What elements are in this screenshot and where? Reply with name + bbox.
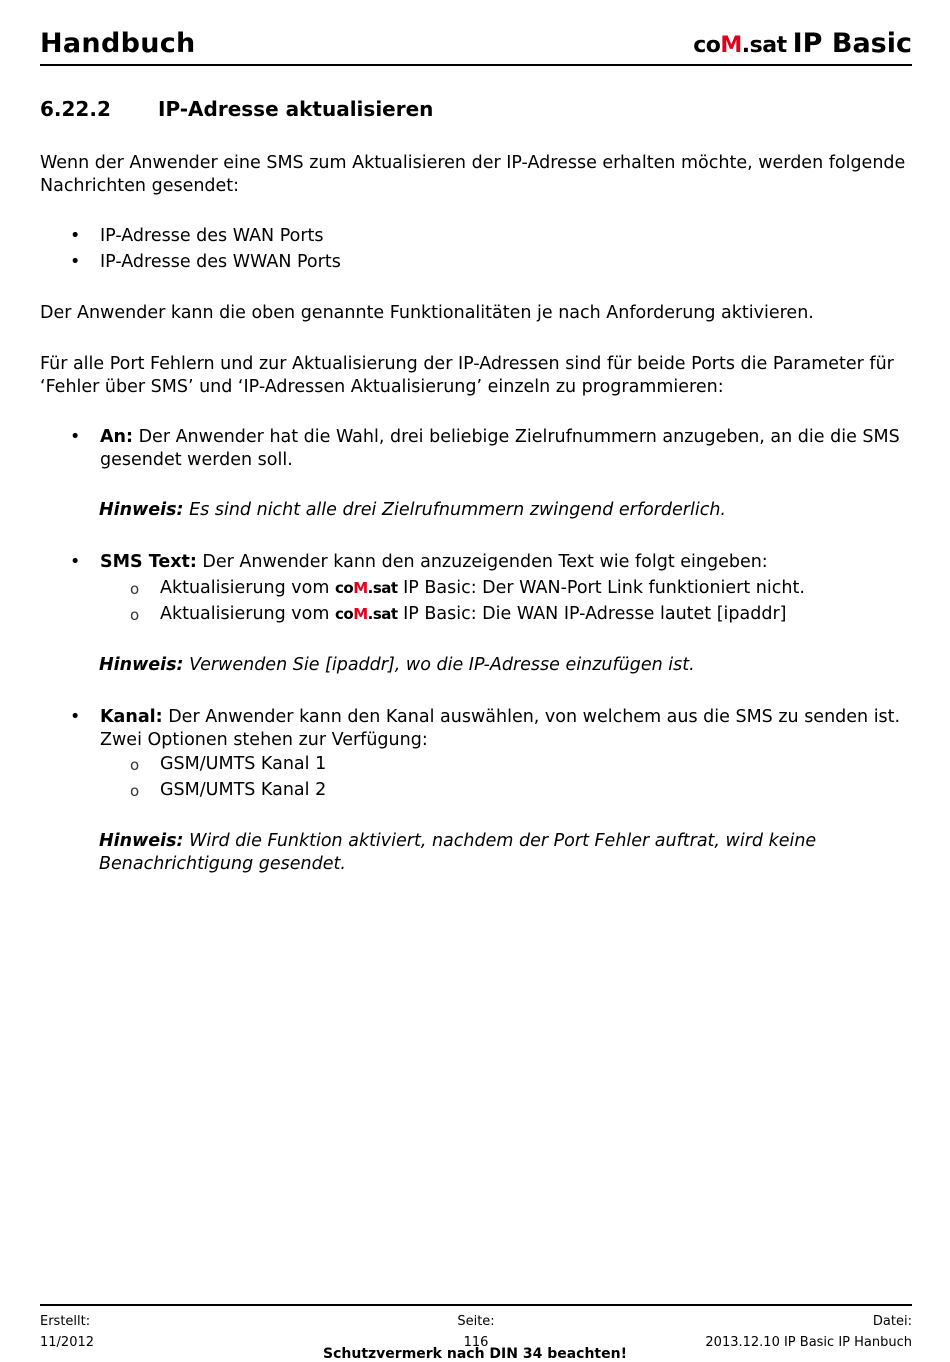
page-header (40, 28, 912, 66)
activate-paragraph: Der Anwender kann die oben genannte Funktionalitäten je nach Anforderung aktivieren. (40, 303, 814, 323)
intro-paragraph: Wenn der Anwender eine SMS zum Aktualisieren der IP-Adresse erhalten möchte, werden folgende Nachrichten gesendet: (40, 153, 906, 196)
header-product: IP Basic (792, 28, 912, 59)
item-sms-text (100, 551, 912, 574)
note-kanal-text: Wird die Funktion aktiviert, nachdem der Port Fehler auftrat, wird keine Benachrichtigung gesendet. (99, 831, 817, 874)
sms-example-1: Aktualisierung vom coM.sat IP Basic: Der WAN-Port Link funktioniert nicht. (160, 578, 805, 598)
sub-bullet-icon: o (130, 782, 140, 800)
item-kanal-text: Der Anwender kann den Kanal auswählen, von welchem aus die SMS zu senden ist. Zwei Optionen stehen zur Verfügung: (100, 707, 901, 750)
header-title: Handbuch (40, 28, 196, 59)
sub-bullet-icon: o (130, 756, 140, 774)
sub-bullet-icon: o (130, 580, 140, 598)
footer-page-label: Seite: (457, 1314, 495, 1329)
kanal-option-2: GSM/UMTS Kanal 2 (160, 780, 327, 800)
bullet-icon: • (70, 252, 81, 272)
item-kanal (100, 706, 912, 752)
note-kanal (99, 830, 911, 876)
note-sms-label: Hinweis: (99, 655, 184, 675)
header-brand (693, 28, 912, 59)
brand-logo: coM.sat (693, 33, 787, 58)
message-item-wan: IP-Adresse des WAN Ports (100, 226, 324, 246)
bullet-icon: • (70, 707, 81, 727)
item-an (100, 426, 912, 472)
section-heading (40, 97, 433, 121)
page-footer (40, 1304, 912, 1350)
item-sms-text-body: Der Anwender kann den anzuzeigenden Text wie folgt eingeben: (196, 552, 768, 572)
kanal-option-1: GSM/UMTS Kanal 1 (160, 754, 327, 774)
section-title: IP-Adresse aktualisieren (158, 97, 434, 121)
item-an-label: An: (100, 427, 134, 447)
bullet-icon: • (70, 427, 81, 447)
footer-page-number: 116 (463, 1335, 489, 1350)
brand-logo: coM.sat (334, 579, 398, 597)
params-paragraph: Für alle Port Fehlern und zur Aktualisierung der IP-Adressen sind für beide Ports die Parameter für ‘Fehler über SMS’ und ‘IP-Adressen Aktualisierung’ einzeln zu programmieren: (40, 354, 894, 397)
note-sms (99, 654, 911, 677)
note-kanal-label: Hinweis: (99, 831, 184, 851)
brand-logo: coM.sat (334, 605, 398, 623)
footer-notice: Schutzvermerk nach DIN 34 beachten! (323, 1346, 627, 1362)
item-an-text: Der Anwender hat die Wahl, drei beliebige Zielrufnummern anzugeben, an die die SMS gesendet werden soll. (100, 427, 900, 470)
bullet-icon: • (70, 226, 81, 246)
bullet-icon: • (70, 552, 81, 572)
footer-file-value: 2013.12.10 IP Basic IP Hanbuch (705, 1335, 912, 1350)
footer-created-value: 11/2012 (40, 1335, 95, 1350)
footer-created-label: Erstellt: (40, 1314, 91, 1329)
item-sms-label: SMS Text: (100, 552, 197, 572)
sms-example-2: Aktualisierung vom coM.sat IP Basic: Die WAN IP-Adresse lautet [ipaddr] (160, 604, 787, 624)
footer-file-label: Datei: (872, 1314, 912, 1329)
note-sms-text: Verwenden Sie [ipaddr], wo die IP-Adresse einzufügen ist. (183, 655, 695, 675)
message-item-wwan: IP-Adresse des WWAN Ports (100, 252, 341, 272)
sub-bullet-icon: o (130, 606, 140, 624)
note-an-text: Es sind nicht alle drei Zielrufnummern zwingend erforderlich. (183, 500, 726, 520)
note-an-label: Hinweis: (99, 500, 184, 520)
item-kanal-label: Kanal: (100, 707, 163, 727)
section-number: 6.22.2 (40, 97, 111, 121)
note-an (99, 499, 911, 522)
